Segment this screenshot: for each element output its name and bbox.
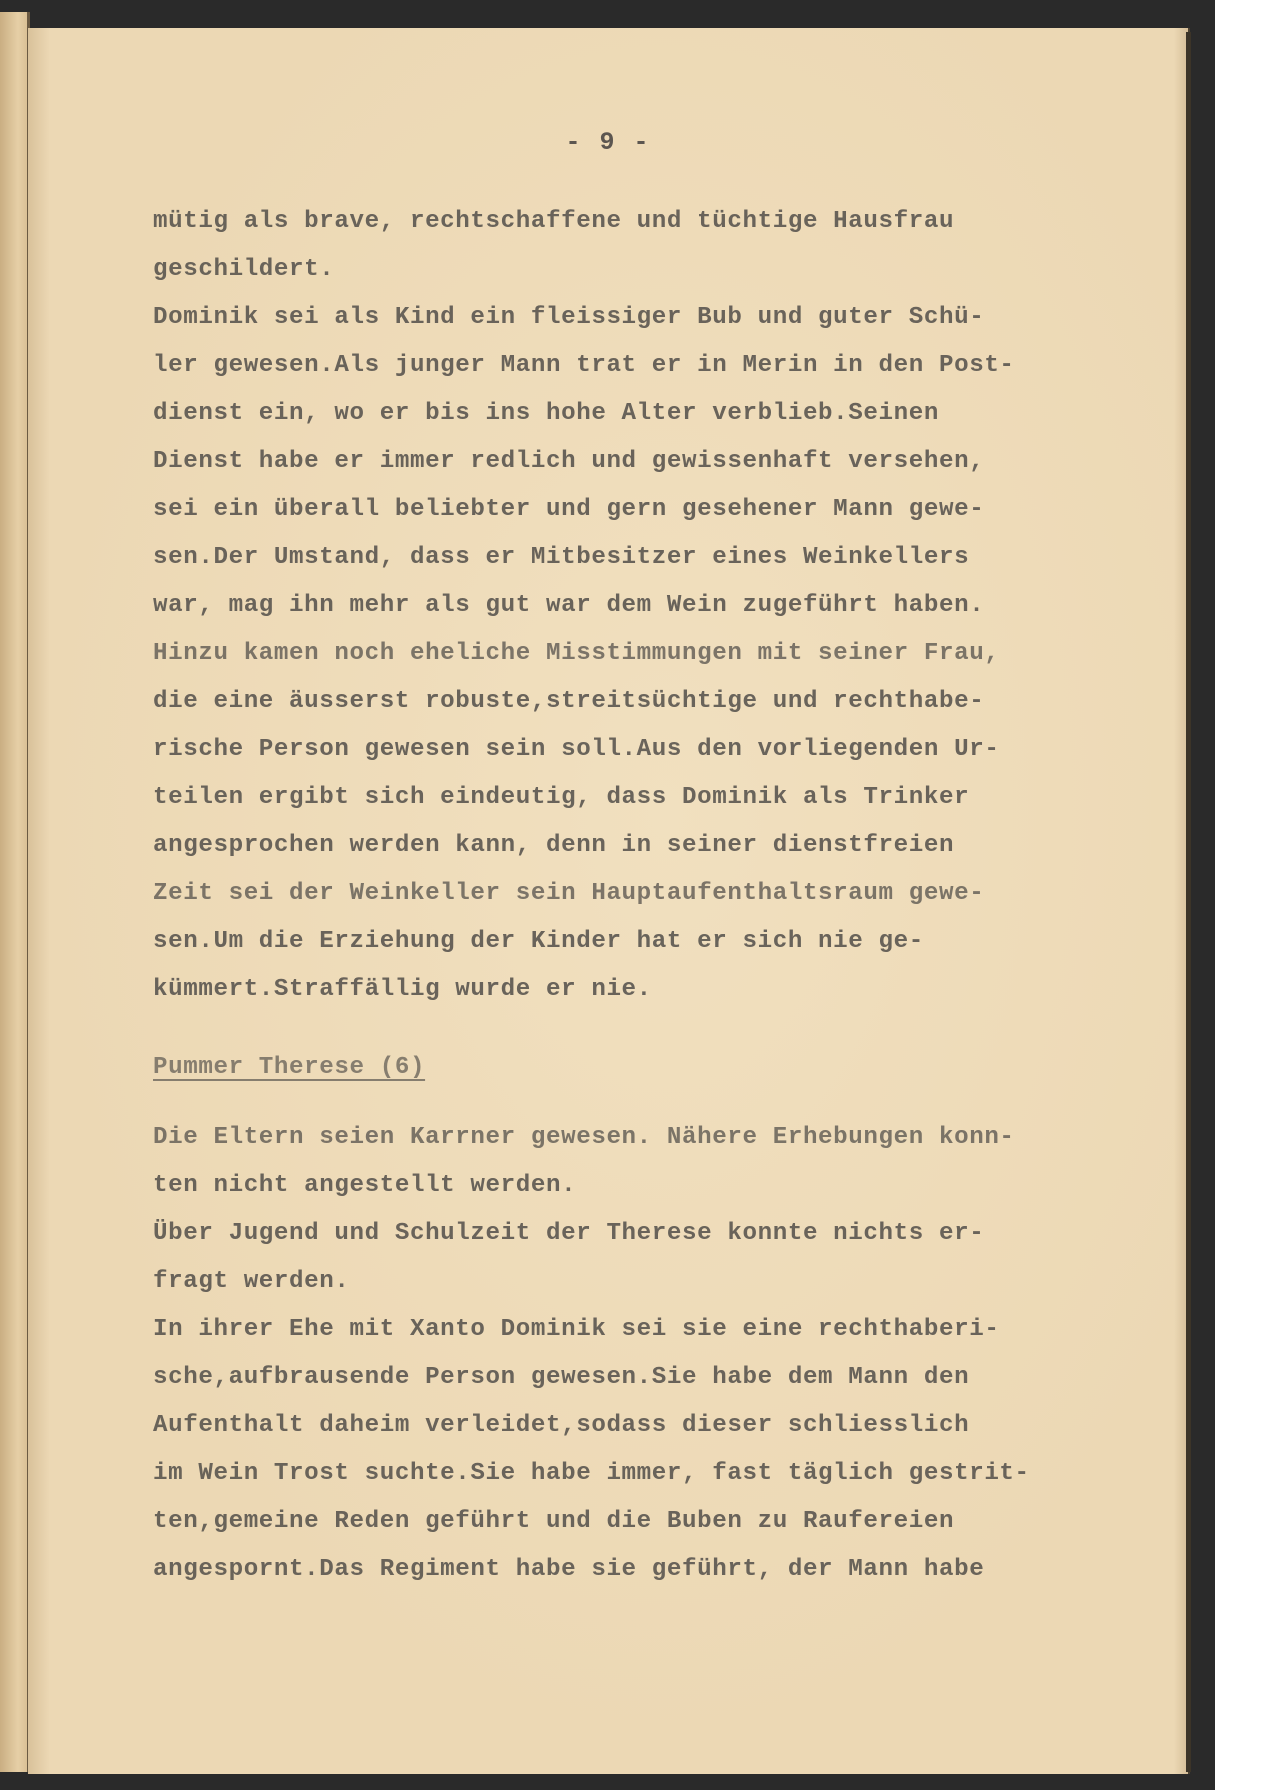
spacer	[153, 1092, 1033, 1114]
text-line: fragt werden.	[153, 1268, 350, 1295]
text-line: rische Person gewesen sein soll.Aus den vorliegenden Ur-	[153, 736, 1000, 763]
text-line: die eine äusserst robuste,streitsüchtige und rechthabe-	[153, 688, 985, 715]
section-heading: Pummer Therese (6)	[153, 1054, 426, 1081]
text-line: sen.Der Umstand, dass er Mitbesitzer eines Weinkellers	[153, 544, 970, 571]
right-page-edge	[1186, 32, 1191, 1772]
text-line: Über Jugend und Schulzeit der Therese konnte nichts er-	[153, 1220, 985, 1247]
section-heading-line	[153, 1044, 1033, 1092]
text-line: Dominik sei als Kind ein fleissiger Bub und guter Schü-	[153, 304, 985, 331]
text-line: Zeit sei der Weinkeller sein Hauptaufenthaltsraum gewe-	[153, 880, 985, 907]
text-line: kümmert.Straffällig wurde er nie.	[153, 976, 652, 1003]
text-line: ler gewesen.Als junger Mann trat er in Merin in den Post-	[153, 352, 1015, 379]
typewritten-text	[153, 198, 1033, 1594]
text-line: dienst ein, wo er bis ins hohe Alter verblieb.Seinen	[153, 400, 939, 427]
text-line: In ihrer Ehe mit Xanto Dominik sei sie eine rechthaberi-	[153, 1316, 1000, 1343]
text-line: sche,aufbrausende Person gewesen.Sie habe dem Mann den	[153, 1364, 970, 1391]
spacer	[153, 1014, 1033, 1044]
text-line: ten,gemeine Reden geführt und die Buben zu Raufereien	[153, 1508, 955, 1535]
text-line: war, mag ihn mehr als gut war dem Wein zugeführt haben.	[153, 592, 985, 619]
text-line: Aufenthalt daheim verleidet,sodass dieser schliesslich	[153, 1412, 970, 1439]
text-line: angesprochen werden kann, denn in seiner dienstfreien	[153, 832, 955, 859]
text-line: sen.Um die Erziehung der Kinder hat er sich nie ge-	[153, 928, 924, 955]
text-line: mütig als brave, rechtschaffene und tüchtige Hausfrau	[153, 208, 955, 235]
text-line: Dienst habe er immer redlich und gewissenhaft versehen,	[153, 448, 985, 475]
text-line: Hinzu kamen noch eheliche Misstimmungen mit seiner Frau,	[153, 640, 1000, 667]
text-line: ten nicht angestellt werden.	[153, 1172, 577, 1199]
text-line: sei ein überall beliebter und gern gesehener Mann gewe-	[153, 496, 985, 523]
text-line: teilen ergibt sich eindeutig, dass Dominik als Trinker	[153, 784, 970, 811]
page-number: - 9 -	[565, 128, 651, 157]
document-page	[28, 28, 1188, 1774]
text-line: Die Eltern seien Karrner gewesen. Nähere Erhebungen konn-	[153, 1124, 1015, 1151]
text-line: im Wein Trost suchte.Sie habe immer, fast täglich gestrit-	[153, 1460, 1030, 1487]
text-line: angespornt.Das Regiment habe sie geführt, der Mann habe	[153, 1556, 985, 1583]
left-page-edge	[0, 12, 30, 1772]
text-line: geschildert.	[153, 256, 335, 283]
